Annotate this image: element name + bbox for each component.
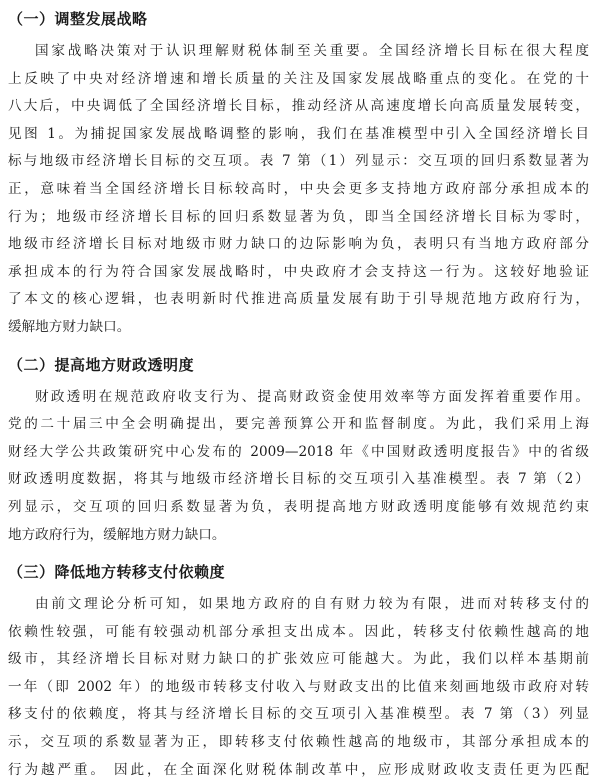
text-line: 缓解地方财力缺口。	[8, 318, 131, 335]
text-line: 地方政府行为，缓解地方财力缺口。	[8, 526, 226, 543]
section-heading: （二）提高地方财政透明度	[8, 355, 195, 374]
text-line: 党的二十届三中全会明确提出，要完善预算公开和监督制度。为此，我们采用上海	[8, 416, 589, 433]
section-heading: （一）调整发展战略	[8, 10, 148, 28]
text-line: 标与地级市经济增长目标的交互项。表 7 第（1）列显示：交互项的回归系数显著为	[8, 153, 589, 170]
text-line: 示，交互项的系数显著为正，即转移支付依赖性越高的地级市，其部分承担成本的	[8, 734, 589, 751]
text-line: 级市，其经济增长目标对财力缺口的扩张效应可能越大。为此，我们以样本基期前	[8, 651, 589, 668]
text-line: 八大后，中央调低了全国经济增长目标，推动经济从高速度增长向高质量发展转变，	[8, 98, 589, 115]
section-3	[8, 559, 589, 784]
section-body	[8, 38, 589, 342]
section-body	[8, 591, 589, 784]
text-line: 由前文理论分析可知，如果地方政府的自有财力较为有限，进而对转移支付的	[35, 596, 589, 613]
text-line: 地级市经济增长目标对地级市财力缺口的边际影响为负，表明只有当地方政府部分	[8, 236, 589, 253]
text-line: 财政透明在规范政府收支行为、提高财政资金使用效率等方面发挥着重要作用。	[35, 388, 589, 405]
section-1	[8, 6, 589, 342]
text-line: 行为；地级市经济增长目标的回归系数显著为负，即当全国经济增长目标为零时，	[8, 208, 589, 225]
section-heading: （三）降低地方转移支付依赖度	[8, 563, 226, 582]
text-line: 行为越严重。 因此，在全面深化财税体制改革中，应形成财政收支责任更为匹配	[8, 761, 589, 778]
text-line: 依赖性较强，可能有较强动机部分承担支出成本。因此，转移支付依赖性越高的地	[8, 623, 589, 640]
text-line: 财经大学公共政策研究中心发布的 2009—2018 年《中国财政透明度报告》中的省级	[8, 443, 589, 460]
text-line: 正，意味着当全国经济增长目标较高时，中央会更多支持地方政府部分承担成本的	[8, 180, 589, 197]
text-line: 国家战略决策对于认识理解财税体制至关重要。全国经济增长目标在很大程度	[35, 43, 589, 59]
text-line: 一年（即 2002 年）的地级市转移支付收入与财政支出的比值来刻画地级市政府对转	[8, 678, 589, 695]
text-line: 上反映了中央对经济增速和增长质量的关注及国家发展战略重点的变化。在党的十	[8, 70, 589, 87]
text-line: 移支付的依赖度，将其与经济增长目标的交互项引入基准模型。表 7 第（3）列显	[8, 706, 589, 723]
section-body	[8, 384, 589, 550]
section-2	[8, 352, 589, 550]
text-line: 承担成本的行为符合国家发展战略时，中央政府才会支持这一行为。这较好地验证	[8, 263, 589, 280]
text-line: 列显示，交互项的回归系数显著为负，表明提高地方财政透明度能够有效规范约束	[8, 498, 589, 515]
text-line: 了本文的核心逻辑，也表明新时代推进高质量发展有助于引导规范地方政府行为，	[8, 291, 589, 308]
text-line: 财政透明度数据，将其与地级市经济增长目标的交互项引入基准模型。表 7 第（2）	[8, 471, 589, 488]
text-line: 见图 1。为捕捉国家发展战略调整的影响，我们在基准模型中引入全国经济增长目	[8, 125, 589, 142]
